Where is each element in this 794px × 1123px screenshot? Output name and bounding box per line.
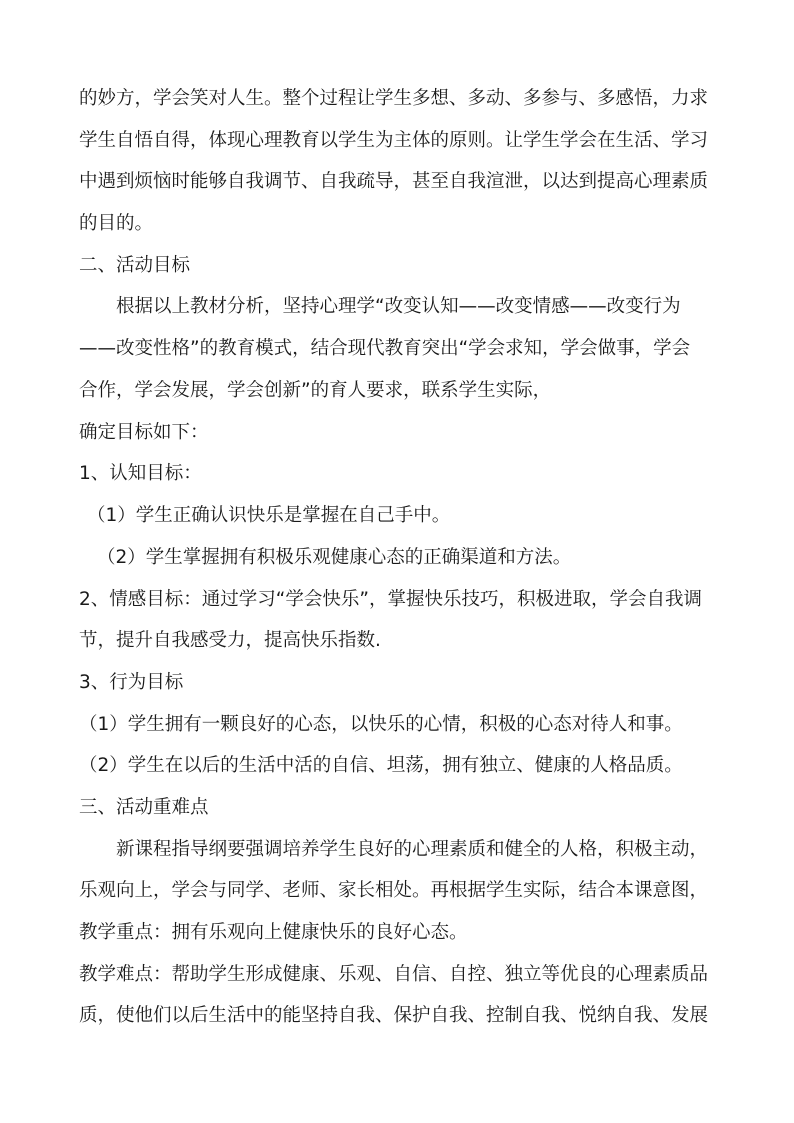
paragraph-line: 中遇到烦恼时能够自我调节、自我疏导，甚至自我渲泄，以达到提高心理素质 <box>79 171 709 192</box>
teaching-difficulty-line: 教学难点：帮助学生形成健康、乐观、自信、自控、独立等优良的心理素质品 <box>79 964 709 985</box>
list-item: （1）学生拥有一颗良好的心态，以快乐的心情，积极的心态对待人和事。 <box>79 714 683 735</box>
section-heading-key-points: 三、活动重难点 <box>79 797 209 818</box>
subheading-emotional-goals: 2、情感目标：通过学习“学会快乐”，掌握快乐技巧，积极进取，学会自我调 <box>79 589 702 610</box>
paragraph-line: 根据以上教材分析，坚持心理学“改变认知——改变情感——改变行为 <box>116 296 681 317</box>
paragraph-line: 质，使他们以后生活中的能坚持自我、保护自我、控制自我、悦纳自我、发展 <box>79 1005 709 1026</box>
teaching-focus-line: 教学重点：拥有乐观向上健康快乐的良好心态。 <box>79 922 468 943</box>
paragraph-line: 节，提升自我感受力，提高快乐指数. <box>79 630 381 651</box>
subheading-cognitive-goals: 1、认知目标： <box>79 463 202 484</box>
subheading-behavior-goals: 3、行为目标 <box>79 672 184 693</box>
list-item: （2）学生掌握拥有积极乐观健康心态的正确渠道和方法。 <box>97 547 572 568</box>
section-heading-activity-goals: 二、活动目标 <box>79 255 191 276</box>
paragraph-line: 确定目标如下： <box>79 422 209 443</box>
paragraph-line: 的妙方，学会笑对人生。整个过程让学生多想、多动、多参与、多感悟，力求 <box>79 88 709 109</box>
paragraph-line: 新课程指导纲要强调培养学生良好的心理素质和健全的人格，积极主动， <box>116 839 709 860</box>
paragraph-line: 合作，学会发展，学会创新”的育人要求，联系学生实际， <box>79 380 552 401</box>
paragraph-line: ——改变性格”的教育模式，结合现代教育突出“学会求知，学会做事，学会 <box>79 338 691 359</box>
list-item: （2）学生在以后的生活中活的自信、坦荡，拥有独立、健康的人格品质。 <box>79 755 683 776</box>
paragraph-line: 学生自悟自得，体现心理教育以学生为主体的原则。让学生学会在生活、学习 <box>79 130 709 151</box>
paragraph-line: 的目的。 <box>79 213 154 234</box>
list-item: （1）学生正确认识快乐是掌握在自己手中。 <box>87 505 451 526</box>
paragraph-line: 乐观向上，学会与同学、老师、家长相处。再根据学生实际，结合本课意图， <box>79 880 709 901</box>
